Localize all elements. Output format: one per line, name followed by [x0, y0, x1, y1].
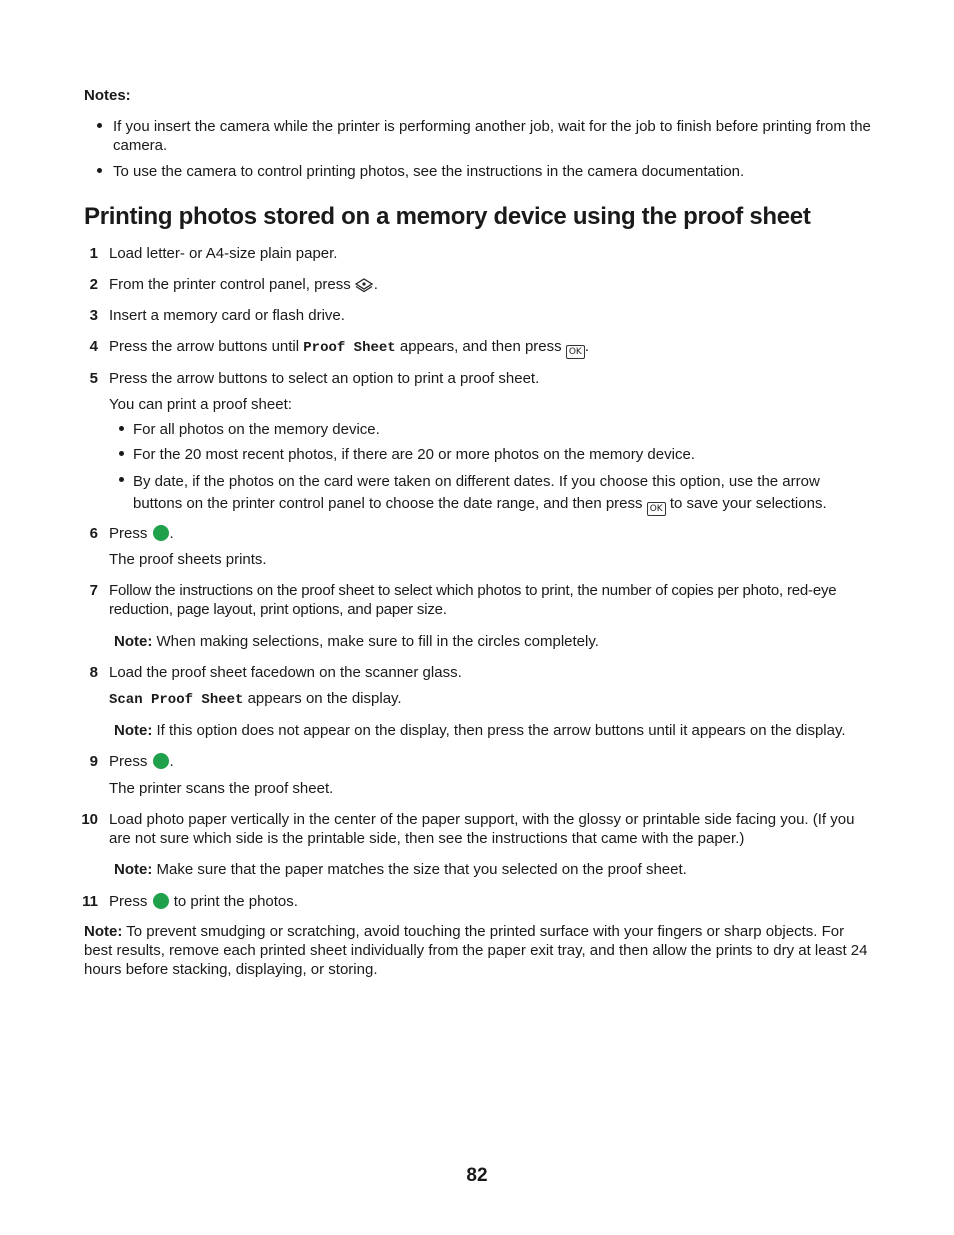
step-text: [109, 752, 874, 771]
note-item: To use the camera to control printing photos, see the instructions in the camera documentation.: [113, 163, 745, 180]
step-text-part: Press: [109, 525, 148, 542]
notes-title: Notes:: [84, 87, 131, 104]
note-text: When making selections, make sure to fill in the circles completely.: [156, 633, 599, 650]
step-text-part: From the printer control panel, press: [109, 276, 351, 293]
note-item: If you insert the camera while the printer is performing another job, wait for the job to finish before printing from the camera.: [113, 118, 871, 154]
step-text: [109, 337, 874, 359]
bullet: [119, 451, 124, 456]
note-text: If this option does not appear on the display, then press the arrow buttons until it appears on the display.: [156, 722, 846, 739]
step-number: 3: [89, 307, 98, 324]
ok-button-icon: OK: [566, 345, 585, 359]
step-subtext: You can print a proof sheet:: [109, 396, 292, 413]
photo-icon: [354, 275, 374, 293]
step-subtext: [109, 689, 874, 710]
final-note: [84, 922, 874, 979]
note-label: Note:: [114, 722, 153, 739]
step-text-part: Press: [109, 753, 148, 770]
start-button-icon: [153, 893, 169, 909]
bullet: [119, 426, 124, 431]
step-text: Load photo paper vertically in the center of the paper support, with the glossy or printable side facing you. (If you are not sure which side is the printable side, then see the instructions that came with the paper.): [109, 811, 855, 847]
step-text: Press the arrow buttons to select an option to print a proof sheet.: [109, 370, 540, 387]
step-text: Insert a memory card or flash drive.: [109, 307, 345, 324]
step-note: [114, 721, 874, 740]
option-item: For the 20 most recent photos, if there are 20 or more photos on the memory device.: [133, 446, 695, 463]
step-text: [109, 524, 874, 543]
display-text: Proof Sheet: [303, 340, 396, 356]
bullet: [119, 477, 124, 482]
step-text-part: .: [169, 753, 174, 770]
option-text-part: By date, if the photos on the card were taken on different dates. If you choose this option, use the arrow buttons on the printer control panel to choose the date range, and then press: [133, 473, 820, 512]
step-text-part: .: [169, 525, 174, 542]
option-item: For all photos on the memory device.: [133, 421, 380, 438]
step-subtext-part: appears on the display.: [247, 690, 402, 707]
step-text: [109, 892, 874, 911]
option-item: [133, 471, 858, 516]
option-text-part: to save your selections.: [669, 495, 827, 512]
page-number: 82: [466, 1165, 488, 1186]
bullet: [97, 168, 102, 173]
step-number: 1: [89, 245, 98, 262]
step-number: 2: [89, 276, 98, 293]
step-number: 8: [89, 664, 98, 681]
step-subtext: The printer scans the proof sheet.: [109, 780, 334, 797]
step-text-part: Press the arrow buttons until: [109, 338, 300, 355]
bullet: [97, 123, 102, 128]
step-number: 9: [89, 753, 98, 770]
step-text-part: Press: [109, 893, 148, 910]
step-number: 7: [89, 582, 98, 599]
note-text: To prevent smudging or scratching, avoid touching the printed surface with your fingers or sharp objects. For best results, remove each printed sheet individually from the paper exit tray, and then allow the prints to dry at least 24 hours before stacking, displaying, or storing.: [84, 923, 868, 978]
step-number: 11: [82, 893, 98, 910]
step-text-part: .: [584, 338, 589, 355]
note-text: Make sure that the paper matches the size that you selected on the proof sheet.: [156, 861, 687, 878]
display-text: Scan Proof Sheet: [109, 692, 244, 708]
step-note: [114, 632, 874, 651]
start-button-icon: [153, 753, 169, 769]
step-number: 5: [89, 370, 98, 387]
ok-button-icon: OK: [647, 502, 666, 516]
step-number: 6: [89, 525, 98, 542]
step-text-part: to print the photos.: [173, 893, 298, 910]
note-label: Note:: [84, 923, 123, 940]
note-label: Note:: [114, 861, 153, 878]
step-text: Load letter- or A4-size plain paper.: [109, 245, 338, 262]
step-number: 10: [81, 811, 98, 828]
step-subtext: The proof sheets prints.: [109, 551, 267, 568]
step-number: 4: [89, 338, 98, 355]
step-note: [114, 860, 874, 879]
start-button-icon: [153, 525, 169, 541]
step-text-part: appears, and then press: [399, 338, 562, 355]
section-heading: Printing photos stored on a memory device using the proof sheet: [84, 203, 811, 230]
step-text-part: .: [373, 276, 378, 293]
step-text: [109, 275, 874, 294]
step-text: Load the proof sheet facedown on the scanner glass.: [109, 664, 462, 681]
step-text: Follow the instructions on the proof sheet to select which photos to print, the number of copies per photo, red-eye reduction, page layout, print options, and paper size.: [109, 582, 837, 618]
note-label: Note:: [114, 633, 153, 650]
